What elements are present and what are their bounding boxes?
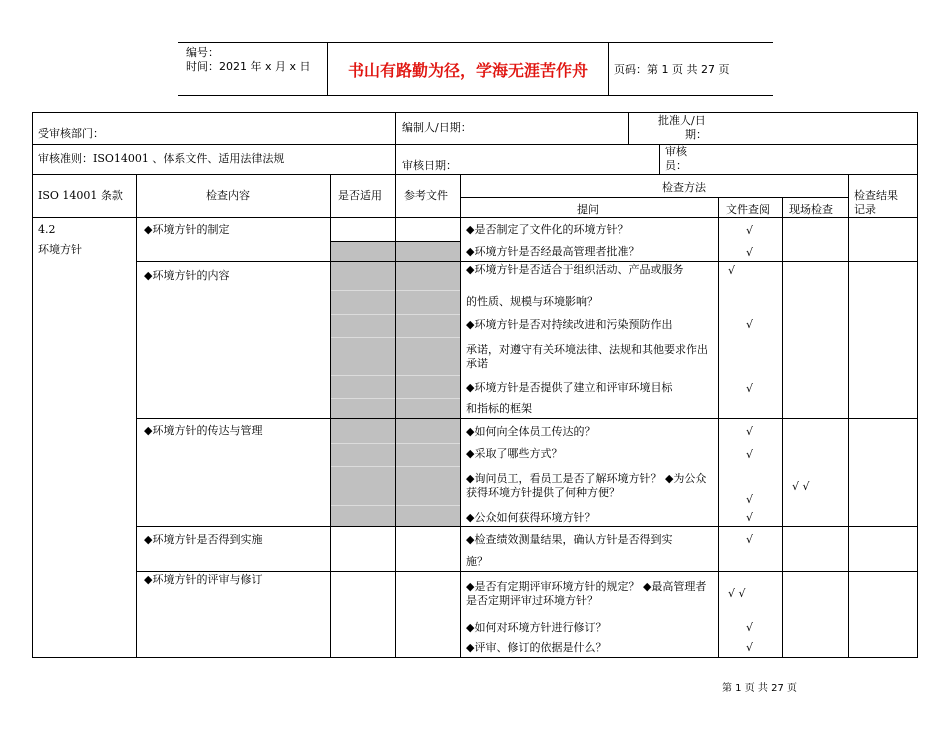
- question: 施？: [466, 555, 488, 568]
- page-label: 页码：第 1 页 共 27 页: [614, 63, 730, 76]
- check-item: ◆环境方针的制定: [144, 223, 230, 236]
- check-item: ◆环境方针的传达与管理: [144, 424, 263, 437]
- question: ◆评审、修订的依据是什么？: [466, 641, 607, 654]
- check-item: ◆环境方针的内容: [144, 269, 230, 282]
- approved-by-label-2: 期：: [685, 128, 707, 141]
- col-method: 检查方法: [662, 181, 706, 194]
- approved-by-label-1: 批准人/日: [658, 114, 706, 127]
- clause-number: 4.2: [38, 223, 56, 236]
- doc-check-mark: √: [746, 448, 754, 461]
- shaded-cell: [331, 241, 395, 261]
- doc-check-mark: √ √: [728, 587, 746, 600]
- question: ◆是否制定了文件化的环境方针？: [466, 223, 629, 236]
- col-site-check: 现场检查: [789, 203, 833, 216]
- doc-check-mark: √: [746, 382, 754, 395]
- col-reference: 参考文件: [404, 189, 448, 202]
- motto: 书山有路勤为径，学海无涯苦作舟: [328, 43, 609, 95]
- question: 的性质、规模与环境影响？: [466, 295, 598, 308]
- doc-check-mark: √: [746, 318, 754, 331]
- auditor-label-2: 员：: [665, 159, 687, 172]
- audit-date-label: 审核日期：: [402, 159, 457, 172]
- col-result-1: 检查结果: [854, 189, 898, 202]
- col-result-2: 记录: [854, 203, 876, 216]
- question: ◆环境方针是否适合于组织活动、产品或服务: [466, 263, 684, 276]
- col-question: 提问: [577, 203, 599, 216]
- question: ◆询问员工，看员工是否了解环境方针？ ◆为公众获得环境方针提供了何种方便？: [466, 472, 707, 499]
- question: ◆公众如何获得环境方针？: [466, 511, 596, 524]
- audited-dept-label: 受审核部门：: [38, 127, 104, 140]
- col-clause: ISO 14001 条款: [38, 189, 123, 202]
- shaded-cell: [331, 262, 395, 418]
- col-applicable: 是否适用: [338, 189, 382, 202]
- doc-check-mark: √: [746, 533, 754, 546]
- clause-name: 环境方针: [38, 243, 82, 256]
- question: ◆环境方针是否对持续改进和污染预防作出: [466, 318, 673, 331]
- question: 承诺，对遵守有关环境法律、法规和其他要求作出承诺: [466, 343, 708, 370]
- doc-check-mark: √: [746, 425, 754, 438]
- question: 和指标的框架: [466, 402, 532, 415]
- question: ◆是否有定期评审环境方针的规定？ ◆最高管理者是否定期评审过环境方针？: [466, 580, 707, 607]
- question: ◆环境方针是否经最高管理者批准？: [466, 245, 640, 258]
- question: ◆采取了哪些方式？: [466, 447, 563, 460]
- question: ◆检查绩效测量结果，确认方针是否得到实: [466, 533, 673, 546]
- shaded-cell: [396, 419, 460, 526]
- question: ◆环境方针是否提供了建立和评审环境目标: [466, 381, 673, 394]
- question: ◆如何对环境方针进行修订？: [466, 621, 607, 634]
- doc-check-mark: √: [746, 246, 754, 259]
- auditor-label-1: 审核: [665, 145, 687, 158]
- page-footer: 第 1 页 共 27 页: [722, 683, 797, 694]
- shaded-cell: [331, 419, 395, 526]
- col-doc-check: 文件查阅: [726, 203, 770, 216]
- prepared-by-label: 编制人/日期：: [402, 121, 472, 134]
- shaded-cell: [396, 262, 460, 418]
- question: ◆如何向全体员工传达的？: [466, 425, 596, 438]
- site-check-mark: √ √: [792, 480, 810, 493]
- col-content: 检查内容: [206, 189, 250, 202]
- check-item: ◆环境方针的评审与修订: [144, 573, 263, 586]
- doc-check-mark: √: [746, 224, 754, 237]
- doc-check-mark: √: [728, 264, 736, 277]
- check-item: ◆环境方针是否得到实施: [144, 533, 263, 546]
- criteria-label: 审核准则：ISO14001 、体系文件、适用法律法规: [38, 152, 285, 165]
- doc-check-mark: √: [746, 511, 754, 524]
- shaded-cell: [396, 241, 460, 261]
- doc-check-mark: √: [746, 621, 754, 634]
- time-label: 时间：2021 年 x 月 x 日: [186, 60, 311, 73]
- doc-check-mark: √: [746, 641, 754, 654]
- number-label: 编号：: [186, 46, 219, 59]
- doc-check-mark: √: [746, 493, 754, 506]
